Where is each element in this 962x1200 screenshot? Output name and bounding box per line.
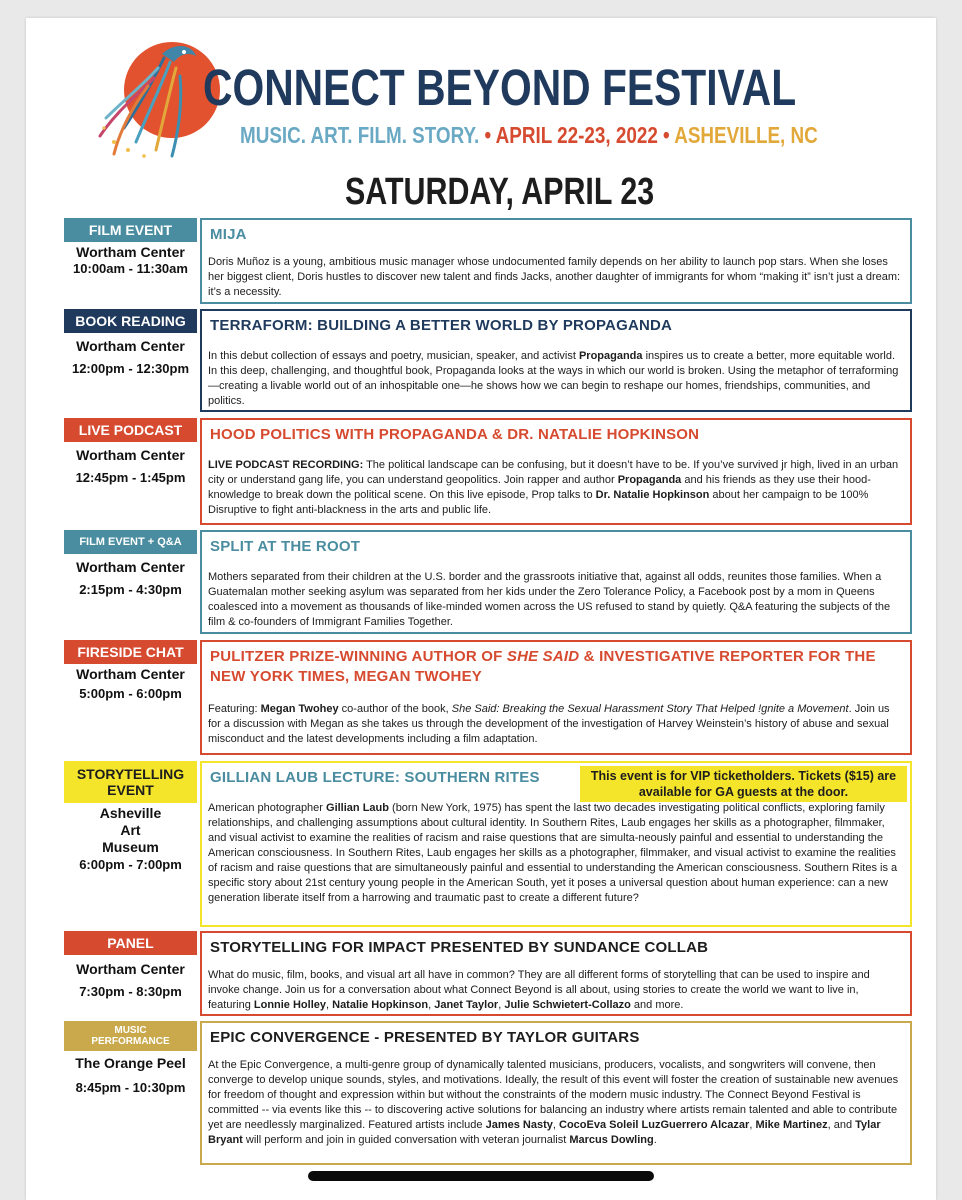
event-type-tag: LIVE PODCAST xyxy=(64,418,197,442)
event-type-tag: BOOK READING xyxy=(64,309,197,333)
event-description: American photographer Gillian Laub (born New York, 1975) has spent the last two decades investigating political conflicts, exploring family relationships, and challenging assumptions about cultural identity. In Southern Rites, Laub engages her skills as a photographer, filmmaker, and visual activist to examine the realities of racism and raise questions that are simulta-neously painful and essential to understanding the American consciousness. In Southern Rites, Laub engages her skills as a photographer, filmmaker, and visual activist to examine the realities of racism and raise questions that are simultaneously painful and essential to understanding the American consciousness. Southern Rites is a specific story about 21st century young people in the American South, yet it poses a universal question about human experience: can a new generation liberate itself from a harrowing and traumatic past to create a different future? xyxy=(208,802,898,904)
event-type-tag: MUSIC PERFORMANCE xyxy=(64,1021,197,1051)
event-meta xyxy=(64,309,197,376)
event-description: Doris Muñoz is a young, ambitious music manager whose undocumented family depends on her ability to launch pop stars. When she loses her biggest client, Doris hustles to discover new talent and finds Jacks, another daughter of immigrants for whom “making it” isn’t just a dream: it’s a necessity. xyxy=(208,256,901,298)
event-description: Mothers separated from their children at the U.S. border and the grassroots initiative that, against all odds, reunites those families. When a Guatemalan mother seeking asylum was separated from her kids under the Zero Tolerance Policy, a Facebook post by a mom in Queens coalesced into a movement as thousands of like-minded women across the US refused to stand by quietly. Q&A featuring the subjects of the film & co-founders of Immigrant Families Together. xyxy=(208,571,891,628)
event-venue: Wortham Center xyxy=(76,338,185,354)
event-details xyxy=(200,530,912,634)
event-row xyxy=(64,418,912,525)
event-venue: Wortham Center xyxy=(76,447,185,463)
event-type-tag: FILM EVENT xyxy=(64,218,197,242)
event-details xyxy=(200,931,912,1016)
event-description: At the Epic Convergence, a multi-genre group of dynamically talented musicians, producers, vocalists, and songwriters will convene, then converge to develop unique sounds, styles, and motivations. Ideally, the result of this event will foster the creation of sustainable new avenues for freedom of thought and expression within but without the constraints of the modern music industry. The Connect Beyond Festival is committed -- via events like this -- to discovering active solutions for balancing an industry where artists remain talented and able to contribute yet are needlessly marginalized. Featured artists include James Nasty, CocoEva Soleil LuzGuerrero Alcazar, Mike Martinez, and Tylar Bryant will perform and join in guided conversation with veteran journalist Marcus Dowling. xyxy=(208,1059,899,1146)
event-details xyxy=(200,640,912,755)
event-time: 10:00am - 11:30am xyxy=(73,261,188,276)
event-row xyxy=(64,931,912,1016)
event-time: 12:45pm - 1:45pm xyxy=(75,470,186,485)
event-details xyxy=(200,309,912,412)
event-title: SPLIT AT THE ROOT xyxy=(210,538,361,555)
event-venue: Wortham Center xyxy=(76,961,185,977)
event-meta xyxy=(64,931,197,999)
event-time: 6:00pm - 7:00pm xyxy=(79,857,182,872)
schedule-day-heading: SATURDAY, APRIL 23 xyxy=(345,171,655,213)
event-title: STORYTELLING FOR IMPACT PRESENTED BY SUNDANCE COLLAB xyxy=(210,939,709,956)
event-meta xyxy=(64,418,197,485)
event-title: PULITZER PRIZE-WINNING AUTHOR OF SHE SAID & INVESTIGATIVE REPORTER FOR THE NEW YORK TIMES, MEGAN TWOHEY xyxy=(210,648,876,685)
tagline-categories: MUSIC. ART. FILM. STORY. xyxy=(240,122,480,148)
event-row xyxy=(64,530,912,634)
event-meta xyxy=(64,761,197,872)
event-title: TERRAFORM: BUILDING A BETTER WORLD BY PROPAGANDA xyxy=(210,317,673,334)
event-venue: Wortham Center xyxy=(76,559,185,575)
event-type-tag: PANEL xyxy=(64,931,197,955)
event-time: 2:15pm - 4:30pm xyxy=(79,582,182,597)
event-meta xyxy=(64,640,197,701)
home-indicator-bar[interactable] xyxy=(308,1171,654,1181)
event-row xyxy=(64,640,912,755)
event-time: 7:30pm - 8:30pm xyxy=(79,984,182,999)
event-description: In this debut collection of essays and poetry, musician, speaker, and activist Propaganda inspires us to create a better, more equitable world. In this deep, challenging, and thoughtful book, Propaganda looks at the ways in which our world is broken. Using the metaphor of terraforming—creating a livable world out of an inhospitable one—he shows how we can begin to reshape our homes, friendships, communities, and politics. xyxy=(208,350,899,407)
festival-tagline xyxy=(240,122,818,149)
event-description: LIVE PODCAST RECORDING: The political landscape can be confusing, but it doesn’t have to be. If you’ve survived jr high, lived in an urban city or understand gang life, you can understand geopolitics. Join rapper and author Propaganda and his friends as they use their hood-knowledge to break down the political scene. On this live episode, Prop talks to Dr. Natalie Hopkinson about her campaign to be 100% Disruptive to fight anti-blackness in the arts and public life. xyxy=(208,459,899,516)
event-meta xyxy=(64,1021,197,1095)
event-details xyxy=(200,418,912,525)
event-venue: The Orange Peel xyxy=(75,1055,186,1071)
tagline-location: ASHEVILLE, NC xyxy=(674,122,818,148)
event-title: MIJA xyxy=(210,226,247,243)
event-details xyxy=(200,218,912,304)
tagline-dates: APRIL 22-23, 2022 xyxy=(495,122,658,148)
event-description: What do music, film, books, and visual art all have in common? They are all different forms of storytelling that can be used to inspire and invoke change. Join us for a conversation about what Connect Beyond is all about, using stories to create the world we want to live in, featuring Lonnie Holley, Natalie Hopkinson, Janet Taylor, Julie Schwietert-Collazo and more. xyxy=(208,969,870,1011)
event-row xyxy=(64,218,912,304)
event-type-tag: FILM EVENT + Q&A xyxy=(64,530,197,554)
event-time: 5:00pm - 6:00pm xyxy=(79,686,182,701)
event-title: HOOD POLITICS WITH PROPAGANDA & DR. NATALIE HOPKINSON xyxy=(210,426,700,443)
event-row xyxy=(64,761,912,927)
vip-notice-badge: This event is for VIP ticketholders. Tickets ($15) are available for GA guests at the door. xyxy=(580,766,907,802)
event-description: Featuring: Megan Twohey co-author of the book, She Said: Breaking the Sexual Harassment Story That Helped !gnite a Movement. Join us for a discussion with Megan as she takes us through the development of the investigation of Harvey Weinstein’s history of abuse and sexual misconduct and the latest developments including a film adaptation. xyxy=(208,703,890,745)
event-details xyxy=(200,1021,912,1165)
event-title: GILLIAN LAUB LECTURE: SOUTHERN RITES xyxy=(210,769,540,786)
event-type-tag: FIRESIDE CHAT xyxy=(64,640,197,664)
event-venue: Wortham Center xyxy=(76,244,185,260)
event-details xyxy=(200,761,912,927)
event-row xyxy=(64,1021,912,1165)
event-venue: Wortham Center xyxy=(76,666,185,682)
event-type-tag: STORYTELLING EVENT xyxy=(64,761,197,803)
event-time: 8:45pm - 10:30pm xyxy=(75,1080,186,1095)
separator-dot: • xyxy=(663,122,670,148)
event-row xyxy=(64,309,912,412)
event-title: EPIC CONVERGENCE - PRESENTED BY TAYLOR GUITARS xyxy=(210,1029,640,1046)
separator-dot: • xyxy=(484,122,492,148)
event-venue: Asheville Art Museum xyxy=(99,805,162,855)
festival-title: CONNECT BEYOND FESTIVAL xyxy=(203,59,797,116)
event-meta xyxy=(64,218,197,276)
event-time: 12:00pm - 12:30pm xyxy=(71,361,190,376)
event-meta xyxy=(64,530,197,597)
